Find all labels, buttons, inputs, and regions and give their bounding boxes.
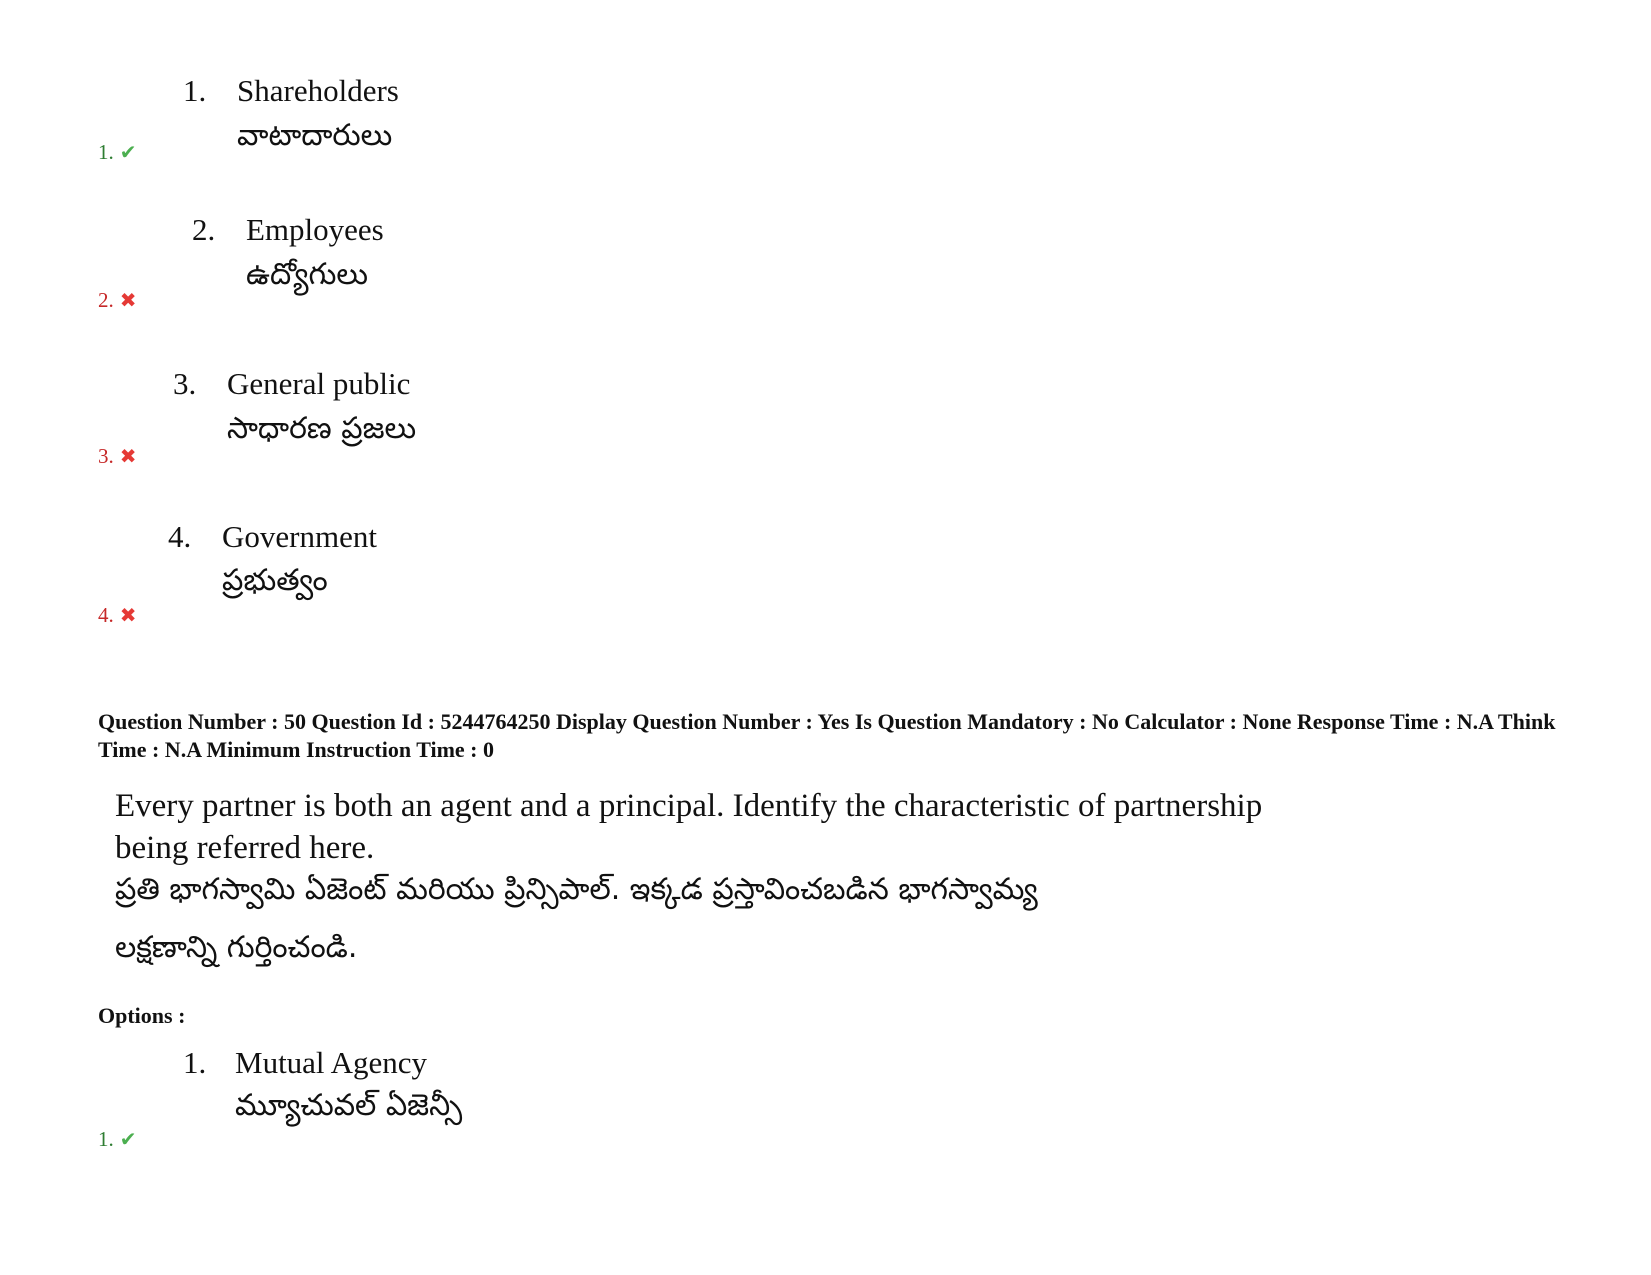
option-text-te: ఉద్యోగులు [246,257,369,292]
options-label: Options : [98,1003,186,1028]
option-number: 1. [183,73,207,108]
question-text-te-line1: ప్రతి భాగస్వామి ఏజెంట్ మరియు ప్రిన్సిపాల్. ఇక్కడ ప్రస్తావించబడిన భాగస్వామ్య [115,872,1038,907]
wrong-marker: 3. ✖ [98,444,137,468]
question-text-en-line2: being referred here. [115,830,375,866]
option-text-en: Shareholders [237,73,399,108]
option-number: 1. [183,1045,207,1080]
option-text-en: Employees [246,212,384,247]
option-text-te: వాటాదారులు [237,118,393,153]
cross-icon: ✖ [119,444,137,468]
option-number: 3. [173,366,197,401]
option-number: 4. [168,519,192,554]
correct-marker: 1. ✔ [98,1127,137,1151]
option-text-en: General public [227,366,411,401]
option-text-te: ప్రభుత్వం [222,563,328,598]
wrong-marker: 4. ✖ [98,603,137,627]
check-icon: ✔ [119,1127,137,1151]
check-icon: ✔ [119,140,137,164]
question-text-en-line1: Every partner is both an agent and a principal. Identify the characteristic of partnership [115,788,1263,824]
option-number: 2. [192,212,216,247]
question-text-te-line2: లక్షణాన్ని గుర్తించండి. [115,930,358,965]
cross-icon: ✖ [119,288,137,312]
cross-icon: ✖ [119,603,137,627]
question-meta: Question Number : 50 Question Id : 5244764250 Display Question Number : Yes Is Question Mandatory : No Calculator : None Response Time : N.A Think Time : N.A Minimum Instruction Time : 0 [98,709,1556,762]
correct-marker: 1. ✔ [98,140,137,164]
wrong-marker: 2. ✖ [98,288,137,312]
option-text-en: Mutual Agency [235,1045,427,1080]
option-text-te: మ్యూచువల్ ఏజెన్సీ [235,1088,463,1123]
option-text-en: Government [222,519,377,554]
option-text-te: సాధారణ ప్రజలు [227,411,417,446]
